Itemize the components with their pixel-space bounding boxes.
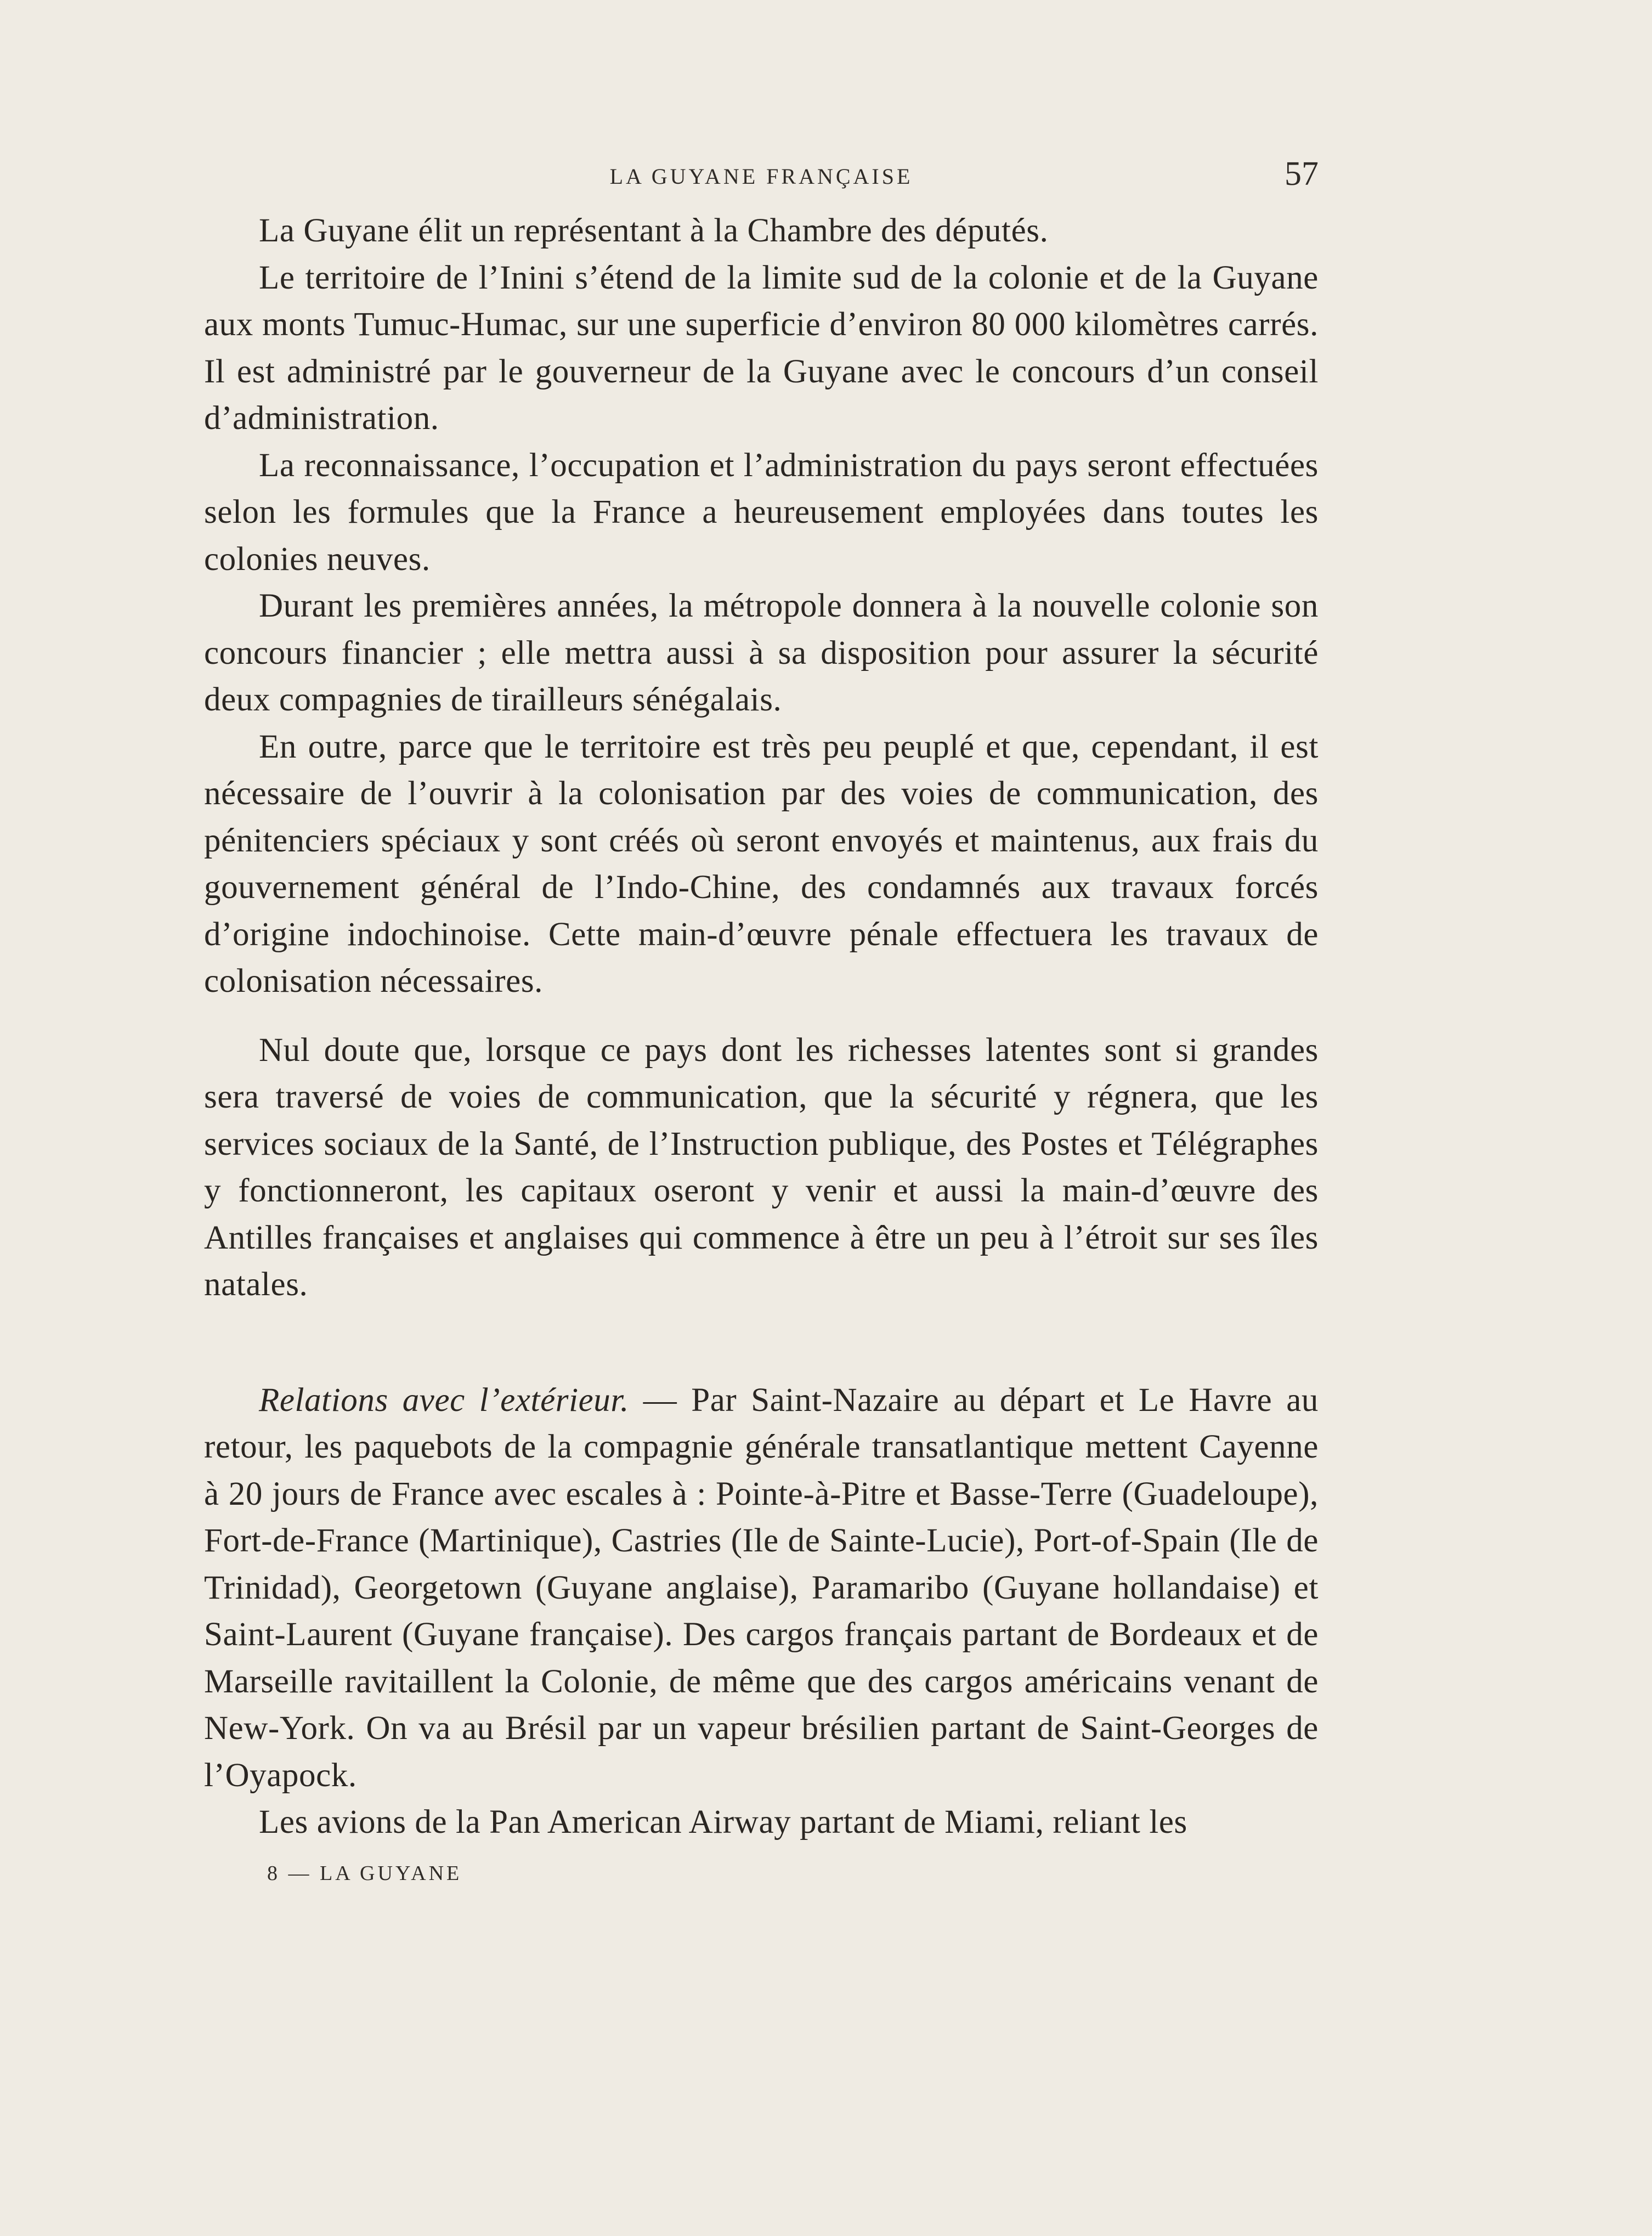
- paragraph-future-development: Nul doute que, lorsque ce pays dont les richesses latentes sont si grandes sera traversé de voies de communication, que la sécurité y régnera, que les services sociaux de la Santé, de l’Instruction publique, des Postes et Télégraphes y fonctionneront, les capitaux oseront y venir et aussi la main-d’œuvre des Antilles françaises et anglaises qui commence à être un peu à l’étroit sur ses îles natales.: [204, 1031, 1319, 1303]
- paragraph-penitentiaries: En outre, parce que le territoire est très peu peuplé et que, cependant, il est nécessaire de l’ouvrir à la colonisation par des voies de communication, des pénitenciers spéciaux y sont créés où seront envoyés et maintenus, aux frais du gouvernement général de l’Indo-Chine, des condamnés aux travaux forcés d’origine indochinoise. Cette main-d’œuvre pénale effectuera les travaux de colonisation nécessaires.: [204, 728, 1319, 1000]
- paragraph-external-relations: [204, 1377, 1319, 1799]
- running-title: LA GUYANE FRANÇAISE: [609, 164, 913, 189]
- book-page: [204, 147, 1319, 1885]
- paragraph-pan-american: Les avions de la Pan American Airway partant de Miami, reliant les: [259, 1804, 1187, 1840]
- paragraph-inini-territory: Le territoire de l’Inini s’étend de la limite sud de la colonie et de la Guyane aux monts Tumuc-Humac, sur une superficie d’environ 80 000 kilomètres carrés. Il est administré par le gouverneur de la Guyane avec le concours d’un conseil d’administration.: [204, 259, 1319, 437]
- page-number: 57: [1285, 155, 1319, 193]
- section-gap: [204, 1308, 1319, 1377]
- running-head: [204, 147, 1319, 207]
- relations-body: — Par Saint-Nazaire au départ et Le Havre au retour, les paquebots de la compagnie générale transatlantique mettent Cayenne à 20 jours de France avec escales à : Pointe-à-Pitre et Basse-Terre (Guadeloupe), Fort-de-France (Martinique), Castries (Ile de Sainte-Lucie), Port-of-Spain (Ile de Trinidad), Georgetown (Guyane anglaise), Paramaribo (Guyane hollandaise) et Saint-Laurent (Guyane française). Des cargos français partant de Bordeaux et de Marseille ravitaillent la Colonie, de même que des cargos américains venant de New-York. On va au Brésil par un vapeur brésilien partant de Saint-Georges de l’Oyapock.: [204, 1381, 1319, 1794]
- paragraph-representative: La Guyane élit un représentant à la Chambre des députés.: [259, 212, 1049, 249]
- paragraph-reconnaissance: La reconnaissance, l’occupation et l’administration du pays seront effectuées selon les formules que la France a heureusement employées dans toutes les colonies neuves.: [204, 447, 1319, 578]
- signature-mark: 8 — LA GUYANE: [267, 1861, 462, 1885]
- paragraph-early-years: Durant les premières années, la métropole donnera à la nouvelle colonie son concours financier ; elle mettra aussi à sa disposition pour assurer la sécurité deux compagnies de tirailleurs sénégalais.: [204, 588, 1319, 718]
- section-heading-relations: Relations avec l’extérieur.: [259, 1381, 629, 1419]
